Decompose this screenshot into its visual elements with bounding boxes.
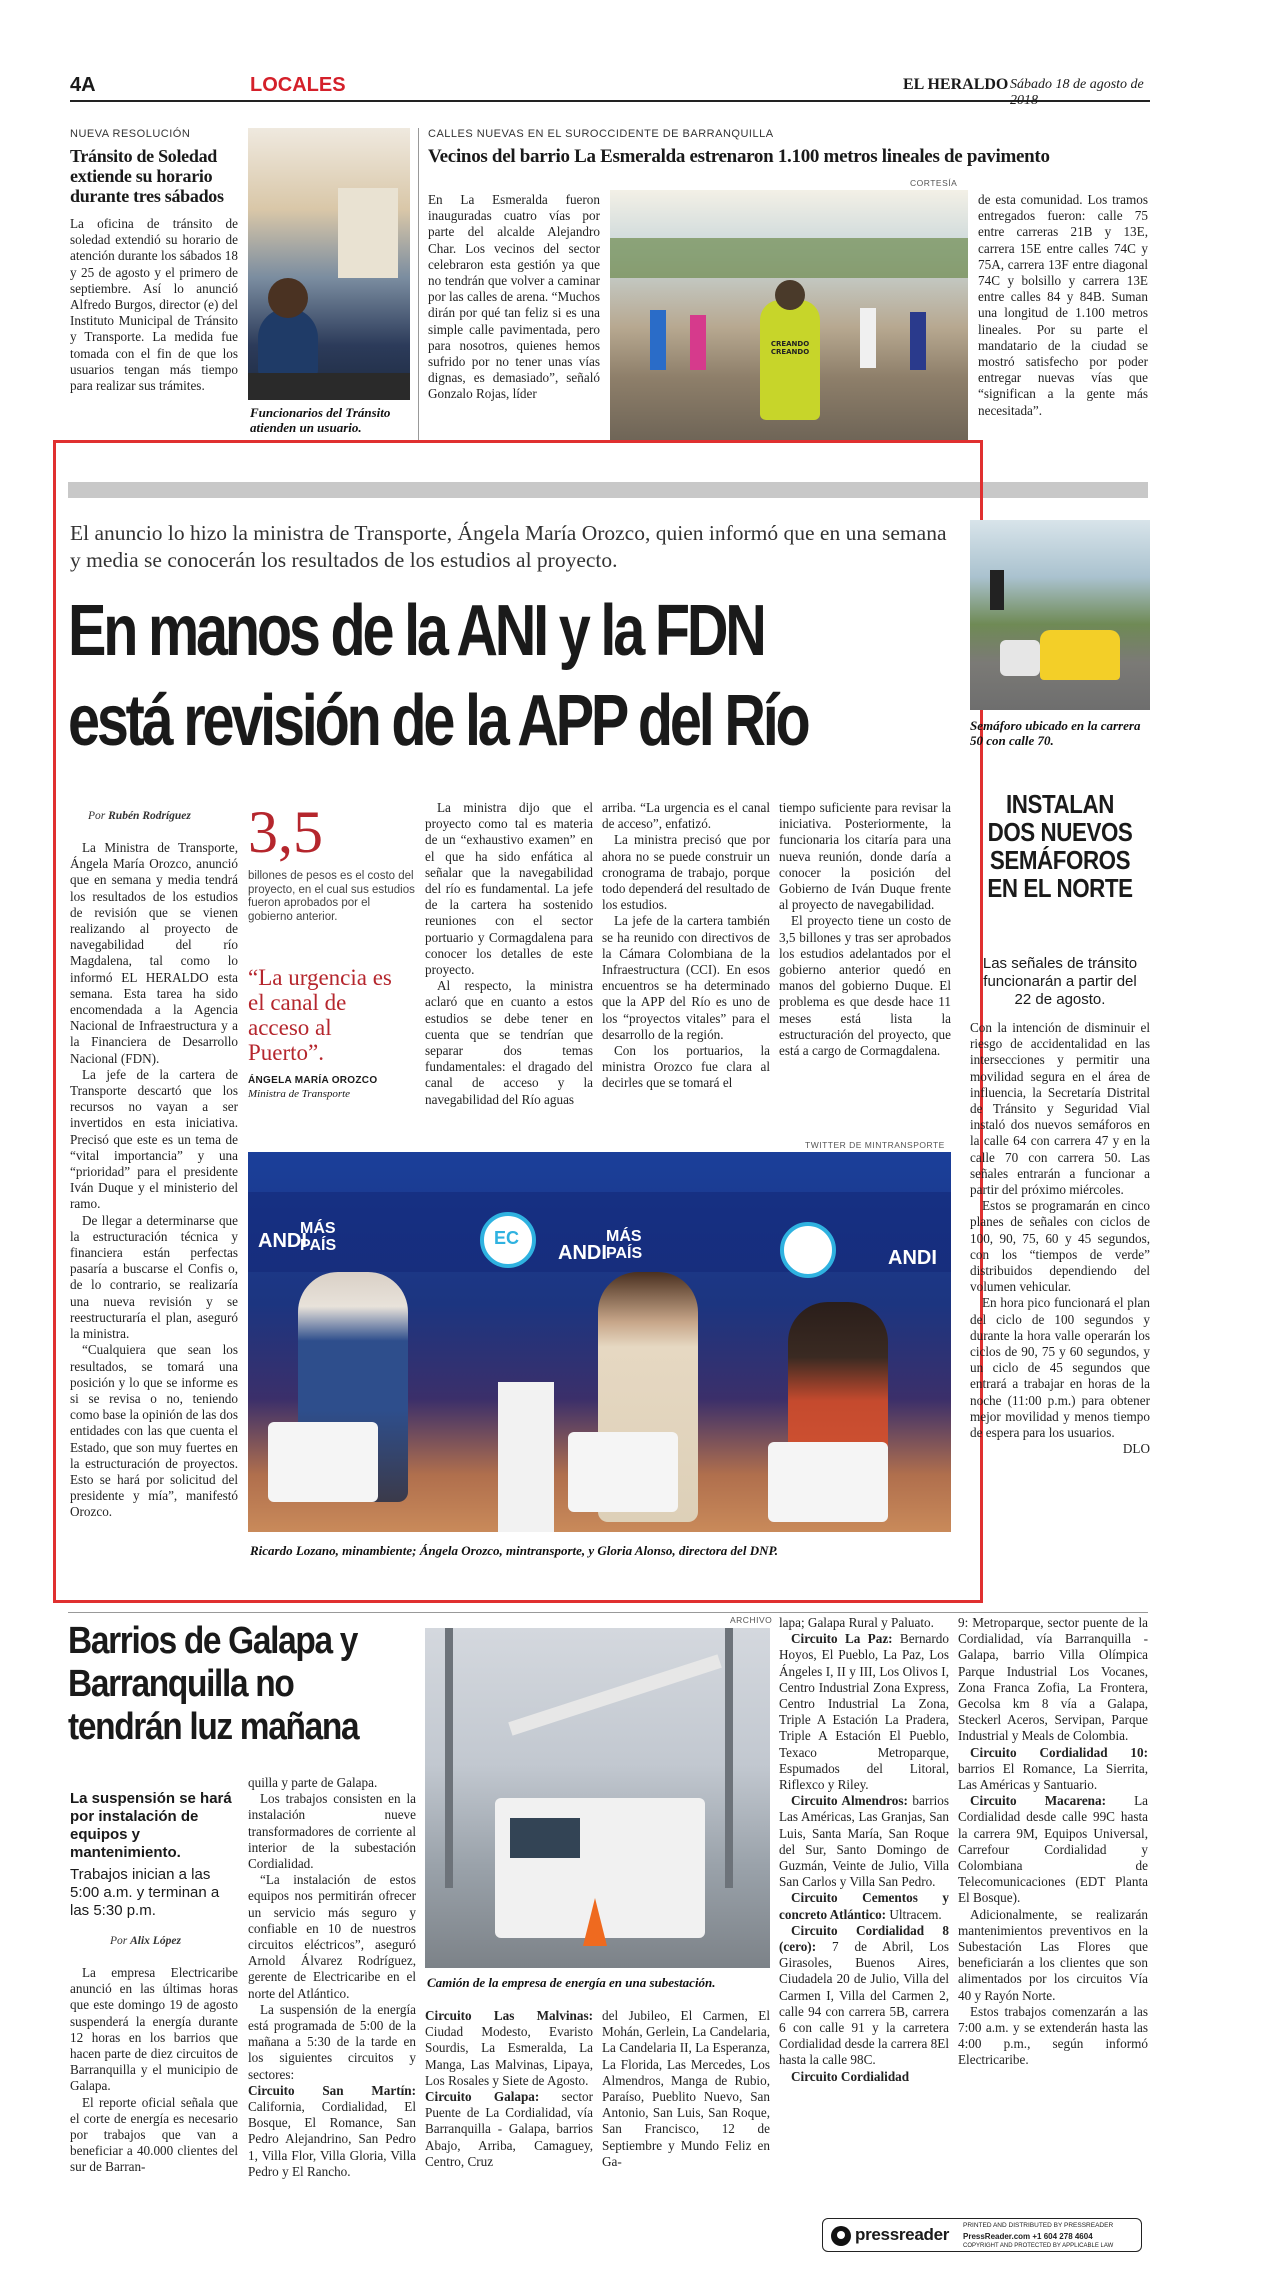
quote-role: Ministra de Transporte bbox=[248, 1088, 351, 1100]
byline-prefix: Por bbox=[110, 1935, 128, 1947]
paragraph: Estos trabajos comenzarán a las 7:00 a.m. y se extenderán hasta las 4:00 p.m., según informó Electricaribe. bbox=[958, 2003, 1148, 2068]
main-photo-caption: Ricardo Lozano, minambiente; Ángela Orozco, mintransporte, y Gloria Alonso, directora del DNP. bbox=[250, 1543, 778, 1558]
paragraph: La ministra precisó que por ahora no se puede construir un cronograma de trabajo, porque todo dependerá del resultado de los estudios. bbox=[602, 832, 770, 913]
story-body-right: de esta comunidad. Los tramos entregados fueron: calle 75 entre carreras 21B y 13E, carrera 15E entre calles 74C y 75A, carrera 13F entre diagonal 74C y bolsillo y carrera 13E entre calles 84 y 84B. Suman una longitud de 1.100 metros lineales. Por su parte el mandatario de la ciudad se mostró satisfecho por poder entregar nuevas vías que “significan a la gente más necesitada”. bbox=[978, 192, 1148, 418]
bottom-col-1 bbox=[70, 1965, 238, 2176]
circuit-name: Circuito Almendros: bbox=[791, 1793, 908, 1809]
main-col-2 bbox=[425, 800, 593, 1108]
pressreader-icon bbox=[831, 2226, 851, 2246]
paper-name: EL HERALDO bbox=[903, 76, 1009, 93]
bottom-photo-caption: Camión de la empresa de energía en una subestación. bbox=[427, 1975, 716, 1990]
paragraph: Estos se programarán en cinco planes de señales con ciclos de 100, 90, 75, 60 y 45 segundos, con los “tiempos de verde” distribuidos dependiendo del volumen vehicular. bbox=[970, 1198, 1150, 1295]
circuit-name: Circuito La Paz: bbox=[791, 1631, 893, 1647]
paragraph: Con los portuarios, la ministra Orozco fue clara al decirles que se tomará el bbox=[602, 1043, 770, 1091]
paragraph: Los trabajos consisten en la instalación nueve transformadores de corriente al interior de la subestación Cordialidad. bbox=[248, 1791, 416, 1872]
ec-logo-text: EC bbox=[494, 1228, 520, 1248]
byline-author: Rubén Rodríguez bbox=[108, 810, 191, 822]
bottom-deck-2: Trabajos inician a las 5:00 a.m. y terminan a las 5:30 p.m. bbox=[70, 1866, 220, 1919]
bottom-headline: Barrios de Galapa y Barranquilla no tendrán luz mañana bbox=[68, 1620, 359, 1748]
circuit-name: Circuito Cordialidad bbox=[791, 2068, 910, 2084]
footer-line-2: PressReader.com +1 604 278 4604 bbox=[963, 2232, 1093, 2241]
circuit-name: Circuito Las Malvinas: bbox=[425, 2008, 593, 2023]
circuit-paragraph bbox=[958, 1745, 1148, 1794]
paragraph: La empresa Electricaribe anunció en las últimas horas que este domingo 19 de agosto suspenderá la energía durante 12 horas en los barrios que hacen parte de diez circuitos de Barranquilla y el municipio de Galapa. bbox=[70, 1965, 238, 2094]
byline-prefix: Por bbox=[88, 810, 106, 822]
truck-window bbox=[510, 1818, 580, 1858]
pylon bbox=[725, 1628, 733, 1888]
banner-andi: ANDI bbox=[258, 1230, 307, 1252]
circuit-sectors: sector Puente de La Cordialidad, vía Barranquilla - Galapa, barrios Abajo, Arriba, Camaguey, Centro, Cruz bbox=[425, 2089, 593, 2169]
story-body-left: En La Esmeralda fueron inauguradas cuatro vías por parte del alcalde Alejandro Char. Los vecinos del sector celebraron esta gestión ya que no tendrán que volver a caminar por las calles de arena. “Muchos dirán por qué tan feliz si es una simple calle pavimentada, pero para nosotros, quienes hemos sufrido por no tener unas vías dignas, es demasiado”, señaló Gonzalo Rojas, líder bbox=[428, 192, 600, 402]
bottom-col-4 bbox=[602, 2008, 770, 2170]
circuit-paragraph bbox=[425, 2089, 593, 2170]
circuit-sectors: Ciudad Modesto, Evaristo Sourdis, La Esmeralda, La Manga, Las Malvinas, Lipaya, Los Rosales y Siete de Agosto. bbox=[425, 2024, 593, 2088]
circuit-sectors: 7 de Abril, Los Girasoles, Buenos Aires, Ciudadela 20 de Julio, Villa del Carmen I, Villa del Carmen 2, calle 94 con carrera 5B, carrera 6 con calle 91 y la carretera Cordialidad desde la carrera 8El hasta la calle 98C. bbox=[779, 1939, 949, 2068]
main-col-1 bbox=[70, 840, 238, 1521]
circuit-paragraph bbox=[248, 2083, 416, 2180]
story-transito-soledad bbox=[70, 128, 238, 394]
paragraph: tiempo suficiente para revisar la iniciativa. Posteriormente, la funcionaria los citaría para una nueva reunión, donde daría a conocer la posición del Gobierno de Iván Duque frente al proyecto de navegabilidad. bbox=[779, 800, 951, 913]
paragraph: En hora pico funcionará el plan del ciclo de 100 segundos y durante la hora valle operarán los ciclos de 90, 75 y 60 segundos, y un ciclo de 45 segundos que entrará a trabajar en horas de la noche (11:00 p.m.) para obtener mejor movilidad y menos tiempo de espera para los usuarios. bbox=[970, 1295, 1150, 1441]
traffic-light bbox=[990, 570, 1004, 610]
semaforos-title: INSTALAN DOS NUEVOS SEMÁFOROS EN EL NORTE bbox=[987, 789, 1133, 903]
circuit-name: Circuito Cordialidad 10: bbox=[970, 1744, 1148, 1760]
photo-credit: CORTESÍA bbox=[910, 178, 958, 188]
paragraph: “La instalación de estos equipos nos permitirán ofrecer un servicio más seguro y confiable en 10 de nuestros circuitos eléctricos”, aseguró Arnold Álvarez Rodríguez, gerente de Electricaribe en el norte del Atlántico. bbox=[248, 1872, 416, 2001]
semaforos-body bbox=[970, 1020, 1150, 1457]
page-number: 4A bbox=[70, 74, 96, 96]
photo-pavement-inauguration bbox=[610, 190, 968, 440]
circuit-name: Circuito Cementos y concreto Atlántico: bbox=[779, 1890, 949, 1922]
photo-ministers-panel bbox=[248, 1152, 951, 1532]
paragraph: lapa; Galapa Rural y Paluato. bbox=[779, 1615, 934, 1630]
main-col-4 bbox=[779, 800, 951, 1059]
story-title: Tránsito de Soledad extiende su horario durante tres sábados bbox=[70, 146, 224, 206]
circuit-paragraph bbox=[779, 1923, 949, 2069]
banner-andi: ANDI bbox=[558, 1242, 607, 1264]
circuit-paragraph bbox=[958, 1793, 1148, 1906]
main-deck: El anuncio lo hizo la ministra de Transporte, Ángela María Orozco, quien informó que en una semana y media se conocerán los resultados de los estudios al proyecto. bbox=[70, 521, 947, 572]
section-name: LOCALES bbox=[250, 74, 346, 96]
chair bbox=[768, 1442, 888, 1522]
column-divider bbox=[418, 128, 419, 440]
paragraph: La jefe de la cartera también se ha reunido con directivos de la Cámara Colombiana de la Infraestructura (CCI). En esos encuentros se ha determinado que la APP del Río es uno de los “proyectos vitales” para el desarrollo de la región. bbox=[602, 913, 770, 1042]
paragraph: Con la intención de disminuir el riesgo de accidentalidad en las intersecciones y permitir una movilidad segura en el área de influencia, la Secretaría Distrital de Tránsito y Seguridad Vial instaló dos nuevos semáforos en la calle 64 con carrera 47 y en la calle 70 con carrera 50. Las señales entrarán a funcionar a partir del próximo miércoles. bbox=[970, 1020, 1150, 1198]
photo-transito-office bbox=[248, 128, 410, 400]
photo-credit: TWITTER DE MINTRANSPORTE bbox=[805, 1140, 945, 1150]
paragraph: 9: Metroparque, sector puente de la Cordialidad, vía Barranquilla - Galapa, barrio Villa Olímpica Parque Industrial Los Vocanes, Zona Franca Zofia, La Frontera, Gecolsa km 8 vía a Galapa, Steckerl Aceros, Servipan, Parque Industrial y Meals de Colombia. bbox=[958, 1615, 1148, 1744]
paragraph: La jefe de la cartera de Transporte descartó que los recursos no vayan a ser invertidos en esta iniciativa. Precisó que este es un tema de “vital importancia” y una “prioridad” para el presidente Iván Duque y el ministerio del ramo. bbox=[70, 1066, 238, 1212]
photo-credit: ARCHIVO bbox=[730, 1615, 773, 1625]
paragraph: arriba. “La urgencia es el canal de acceso”, enfatizó. bbox=[602, 800, 770, 832]
stat-text: billones de pesos es el costo del proyecto, en el cual sus estudios fueron aprobados por el gobierno anterior. bbox=[248, 870, 415, 923]
bottom-deck-1: La suspensión se hará por instalación de equipos y mantenimiento. bbox=[70, 1790, 232, 1861]
bottom-col-5 bbox=[779, 1615, 949, 2085]
circuit-paragraph bbox=[779, 2069, 949, 2085]
semaforos-deck: Las señales de tránsito funcionarán a partir del 22 de agosto. bbox=[982, 955, 1138, 1008]
main-headline-1: En manos de la ANI y la FDN bbox=[68, 591, 764, 671]
stat-number: 3,5 bbox=[248, 799, 323, 865]
pylon bbox=[445, 1628, 453, 1888]
signature: DLO bbox=[1122, 1441, 1150, 1457]
photo-energy-truck bbox=[425, 1628, 770, 1968]
paragraph: De llegar a determinarse que la estructuración técnica y financiera están perfectas pasaría a buscarse el Confis o, de lo contrario, se realizaría una nueva revisión y se reestructuraría el plan, aseguró la ministra. bbox=[70, 1212, 238, 1342]
paragraph: “Cualquiera que sean los resultados, se tomará una posición y lo que se informe es si se revisa o no, teniendo como base la opinión de las dos entidades con las que cuenta el Estado, que son muy fuertes en la estructuración de proyectos. Esto se hará por solicitud del presidente y mía”, manifestó Orozco. bbox=[70, 1342, 238, 1520]
crane-arm bbox=[508, 1654, 722, 1735]
circuit-paragraph bbox=[779, 1793, 949, 1890]
banner-maspais: MÁS PAÍS bbox=[300, 1220, 337, 1254]
banner-andi: ANDI bbox=[888, 1247, 937, 1269]
pressreader-logo: pressreader bbox=[855, 2225, 950, 2244]
circuit-sectors: Bernardo Hoyos, El Pueblo, La Paz, Los Ángeles I, II y III, Los Olivos I, Centro Industrial Zona Express, Centro Industrial La Zona, Triple A Estación La Pradera, Triple A Estación El Pueblo, Texaco Metroparque, Espumados del Litoral, Riflexco y Riley. bbox=[779, 1631, 949, 1793]
story-kicker: NUEVA RESOLUCIÓN bbox=[70, 128, 191, 140]
ec-logo bbox=[780, 1222, 836, 1278]
pull-quote: “La urgencia es el canal de acceso al Puerto”. bbox=[248, 965, 392, 1065]
section-divider bbox=[68, 1612, 1148, 1613]
circuit-name: Circuito Cordialidad 8 (cero): bbox=[779, 1922, 949, 1955]
circuit-name: Circuito Galapa: bbox=[425, 2089, 540, 2105]
bottom-byline bbox=[110, 1935, 181, 1947]
circuit-name: Circuito Macarena: bbox=[970, 1793, 1106, 1809]
main-col-3 bbox=[602, 800, 770, 1092]
taxi bbox=[1040, 630, 1120, 680]
main-byline bbox=[88, 810, 191, 822]
circuit-sectors: Ultracem. bbox=[889, 1906, 942, 1922]
circuit-sectors: California, Cordialidad, El Bosque, El Romance, San Pedro Alejandrino, San Pedro 1, Villa Flor, Villa Gloria, Villa Pedro y El Rancho. bbox=[248, 2099, 416, 2179]
caption-transito: Funcionarios del Tránsito atienden un usuario. bbox=[250, 405, 391, 435]
quote-author: ÁNGELA MARÍA OROZCO bbox=[248, 1075, 378, 1086]
circuit-sectors: barrios Las Américas, Las Granjas, San Luis, Santa María, San Roque del Sur, Santo Domingo de Guzmán, Veinte de Julio, Villa San Carlos y Villa San Pedro. bbox=[779, 1793, 949, 1890]
circuit-paragraph bbox=[779, 1890, 949, 1922]
chair bbox=[268, 1422, 378, 1502]
banner-maspais: MÁS PAÍS bbox=[606, 1228, 643, 1262]
ec-podium bbox=[498, 1382, 554, 1532]
traffic-cone bbox=[583, 1898, 607, 1946]
paragraph: La Ministra de Transporte, Ángela María Orozco, anunció que en semana y media tendrá los resultados de los estudios de revisión que se vienen realizando al proyecto de navegabilidad del río Magdalena, tal como lo informó EL HERALDO esta semana. Esta tarea ha sido encomendada a la Agencia Nacional de Infraestructura y a la Financiera de Desarrollo Nacional (FDN). bbox=[70, 840, 238, 1066]
paragraph: Al respecto, la ministra aclaró que en cuanto a estos estudios se debe tener en cuenta que se tendrían que separar dos temas fundamentales: el dragado del canal de acceso y la navegabilidad del Río aguas bbox=[425, 978, 593, 1107]
main-headline-2: está revisión de la APP del Río bbox=[68, 681, 808, 761]
paragraph: quilla y parte de Galapa. bbox=[248, 1775, 378, 1790]
paragraph: La ministra dijo que el proyecto como tal es materia de un “exhaustivo examen” en el que ha sido enfática al señalar que la navegabilidad del río es fundamental. La jefe de la cartera ha sostenido reuniones con el sector portuario y Cormagdalena para conocer los detalles de este proyecto. bbox=[425, 800, 593, 978]
footer-line-1: PRINTED AND DISTRIBUTED BY PRESSREADER bbox=[963, 2222, 1114, 2229]
story-kicker: CALLES NUEVAS EN EL SUROCCIDENTE DE BARRANQUILLA bbox=[428, 128, 774, 140]
pressreader-badge[interactable] bbox=[822, 2218, 1142, 2252]
issue-date: Sábado 18 de agosto de 2018 bbox=[1010, 77, 1144, 108]
story-body: La oficina de tránsito de soledad extendió su horario de atención durante los sábados 18 y 25 de agosto y el primero de septiembre. Así lo anunció Alfredo Burgos, director (e) del Instituto Municipal de Tránsito y Transporte. La medida fue tomada con el fin de que los usuarios tengan más tiempo para realizar sus trámites. bbox=[70, 216, 238, 394]
paragraph: La suspensión de la energía está programada de 5:00 de la mañana a 5:30 de la tarde en los siguientes circuitos y sectores: bbox=[248, 2001, 416, 2082]
story-la-esmeralda bbox=[428, 128, 1148, 168]
paragraph: del Jubileo, El Carmen, El Mohán, Gerlein, La Candelaria, La Candelaria II, La Esperanza, La Florida, Las Mercedes, Los Almendros, Manga de Rubio, Paraíso, Pueblito Nuevo, San Antonio, San Luis, San Roque, San Francisco, 12 de Septiembre y Mundo Feliz en Ga- bbox=[602, 2008, 770, 2169]
page-header bbox=[70, 72, 1150, 108]
footer-line-3: COPYRIGHT AND PROTECTED BY APPLICABLE LAW bbox=[963, 2243, 1114, 2249]
circuit-paragraph bbox=[779, 1631, 949, 1793]
paragraph: Adicionalmente, se realizarán mantenimientos preventivos en la Subestación Las Flores que beneficiarán a los clientes que son alimentados por los circuitos Vía 40 y Rayón Norte. bbox=[958, 1906, 1148, 2003]
circuit-paragraph bbox=[425, 2008, 593, 2089]
paragraph: El reporte oficial señala que el corte de energía es necesario por trabajos que van a beneficiar a 40.000 clientes del sur de Barran- bbox=[70, 2094, 238, 2175]
car bbox=[1000, 640, 1040, 676]
bottom-col-3 bbox=[425, 2008, 593, 2170]
circuit-name: Circuito San Martín: bbox=[248, 2082, 416, 2098]
circuit-sectors: La Cordialidad desde calle 99C hasta la carrera 9M, Equipos Universal, Carrefour Cordialidad y Colombiana de Telecomunicaciones (EDT Planta El Bosque). bbox=[958, 1793, 1148, 1906]
circuit-sectors: barrios El Romance, La Sierrita, Las Américas y Santuario. bbox=[958, 1760, 1148, 1793]
caption-semaforo: Semáforo ubicado en la carrera 50 con calle 70. bbox=[970, 718, 1141, 748]
story-title: Vecinos del barrio La Esmeralda estrenaron 1.100 metros lineales de pavimento bbox=[428, 146, 1050, 167]
chair bbox=[568, 1432, 678, 1512]
vest-label: CREANDO CREANDO bbox=[770, 340, 810, 356]
photo-traffic-light bbox=[970, 520, 1150, 710]
bottom-col-2 bbox=[248, 1775, 416, 2180]
bottom-col-6 bbox=[958, 1615, 1148, 2069]
paragraph: El proyecto tiene un costo de 3,5 billones y tras ser aprobados los estudios adelantados por el gobierno anterior quedó en manos del gobierno Duque. El problema es que desde hace 11 meses está lista la estructuración del proyecto, que está a cargo de Cormagdalena. bbox=[779, 913, 951, 1059]
byline-author: Alix López bbox=[130, 1935, 181, 1947]
